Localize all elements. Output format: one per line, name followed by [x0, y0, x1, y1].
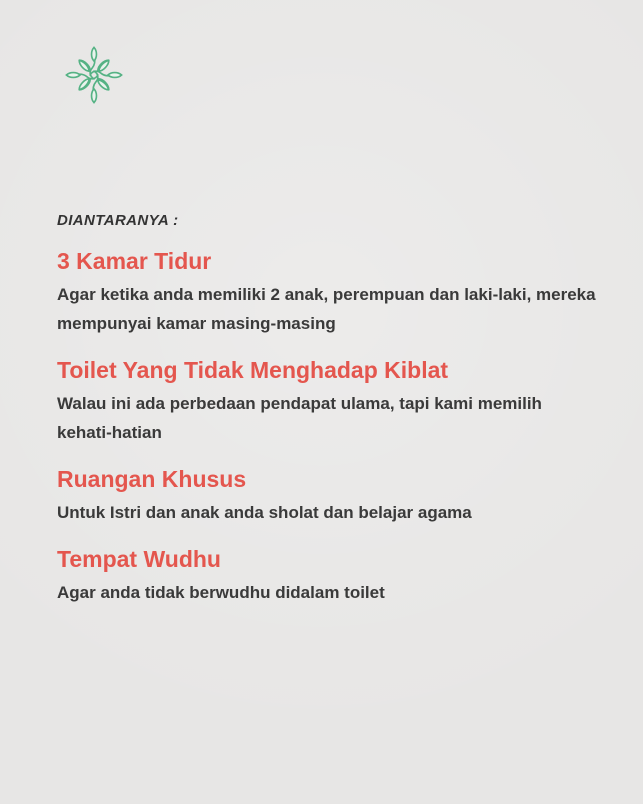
section-kamar-tidur: [57, 246, 603, 338]
section-body: [57, 389, 603, 447]
floral-leaf-ornament-icon: [63, 44, 125, 106]
section-ruangan-khusus: [57, 464, 603, 527]
body-line: Untuk Istri dan anak anda sholat dan belajar agama: [57, 503, 472, 522]
section-title: Ruangan Khusus: [57, 466, 247, 492]
body-line: Agar ketika anda memiliki 2 anak, perempuan dan laki-laki, mereka: [57, 285, 596, 304]
section-title: Toilet Yang Tidak Menghadap Kiblat: [57, 357, 449, 383]
body-line: Walau ini ada perbedaan pendapat ulama, tapi kami memilih: [57, 394, 542, 413]
section-body: [57, 498, 603, 527]
section-body: [57, 578, 603, 607]
section-title: 3 Kamar Tidur: [57, 248, 212, 274]
intro-label: DIANTARANYA :: [57, 212, 179, 229]
body-line: kehati-hatian: [57, 423, 162, 442]
body-line: mempunyai kamar masing-masing: [57, 314, 336, 333]
section-toilet: [57, 355, 603, 447]
section-tempat-wudhu: [57, 544, 603, 607]
section-body: [57, 280, 603, 338]
body-line: Agar anda tidak berwudhu didalam toilet: [57, 583, 385, 602]
section-title: Tempat Wudhu: [57, 546, 221, 572]
